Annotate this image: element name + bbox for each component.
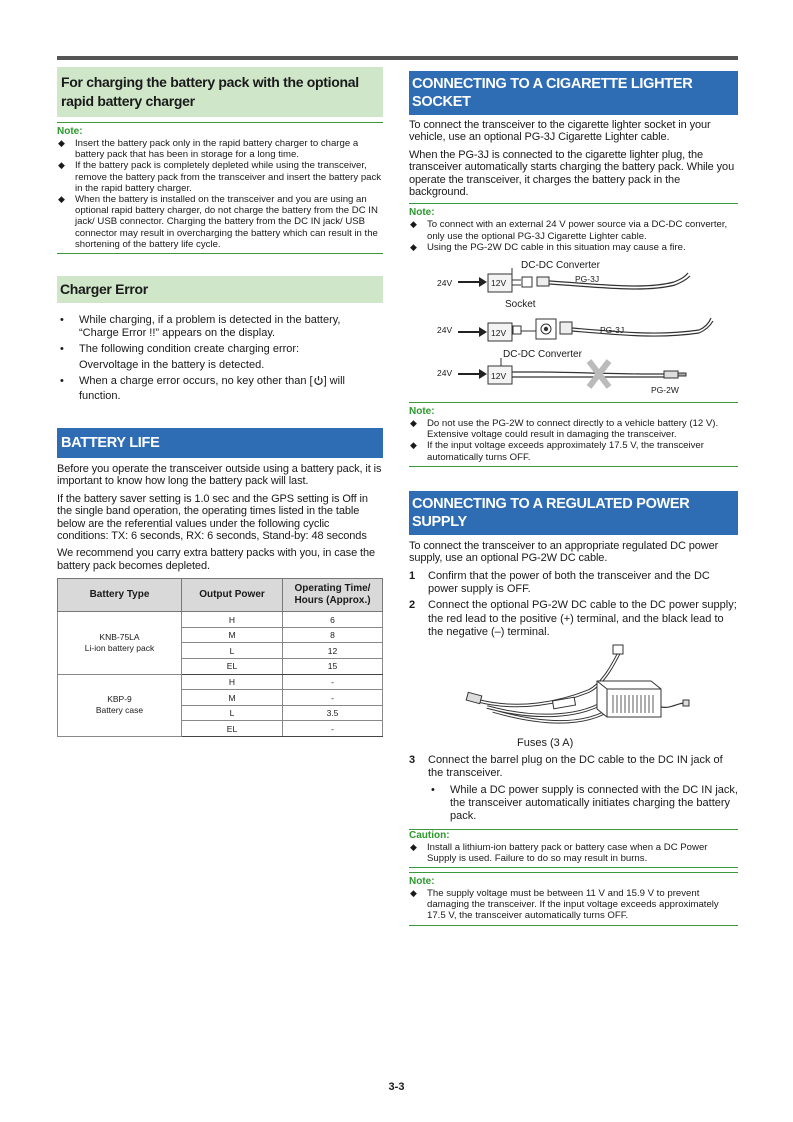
socket-label: Socket xyxy=(505,299,536,311)
bullet-icon: • xyxy=(60,343,64,356)
dc-power-supply-icon xyxy=(597,681,661,717)
rapid-charger-note xyxy=(57,126,383,254)
col-output-power: Output Power xyxy=(182,579,283,612)
regulated-supply-heading: CONNECTING TO A REGULATED POWER SUPPLY xyxy=(409,491,738,535)
battery-type-cell: KNB-75LA Li-ion battery pack xyxy=(58,612,182,674)
table-row: L 12 xyxy=(58,643,383,659)
cigarette-note: Note: ◆ To connect with an external 24 V power source via a DC-DC converter, only use the optional PG-3J Cigarette Lighter cable. ◆ Using the PG-2W DC cable in this situation may cause a fire. xyxy=(409,207,738,256)
note-item: ◆ If the battery pack is completely depleted while using the transceiver, remove the battery pack from the transceiver and insert the battery pack in the rapid battery charger. xyxy=(58,160,382,194)
note-item: ◆ To connect with an external 24 V power source via a DC-DC converter, only use the optional PG-3J Cigarette Lighter cable. xyxy=(410,219,728,242)
bullet-item: • When a charge error occurs, no key other than [ ] will function. xyxy=(57,375,383,403)
col-battery-type: Battery Type xyxy=(58,579,182,612)
caution-item: ◆ Install a lithium-ion battery pack or battery case when a DC Power Supply is used. Failure to do so may result in burns. xyxy=(410,841,708,864)
rule xyxy=(409,402,738,403)
battery-life-heading: BATTERY LIFE xyxy=(57,428,383,458)
battery-type-cell: KBP-9 Battery case xyxy=(58,674,182,736)
bullet-icon: • xyxy=(431,783,435,796)
voltage-label: 12V xyxy=(491,278,507,289)
step: 1 Confirm that the power of both the transceiver and the DC power supply is OFF. xyxy=(409,569,710,596)
left-column xyxy=(57,67,383,737)
dcdc-converter-label: DC-DC Converter xyxy=(521,260,600,272)
note-item: ◆ When the battery is installed on the transceiver and you are using an optional rapid battery charger, do not charge the battery from the DC IN jack/ USB connector. Charging the battery from the DC IN jack/ USB connector may result in overcharging the battery which can result in the shortening of the battery life cycle. xyxy=(58,194,378,250)
voltage-label: 24V xyxy=(437,278,453,289)
top-rule xyxy=(57,56,738,60)
rule xyxy=(409,872,738,873)
diamond-bullet-icon: ◆ xyxy=(410,241,417,252)
page-number: 3-3 xyxy=(388,1081,405,1093)
voltage-label: 24V xyxy=(437,325,453,336)
cigarette-wiring-diagram xyxy=(409,260,738,398)
paragraph: When the PG-3J is connected to the cigarette lighter plug, the transceiver automatically starts charging the battery pack. While you operate the transceiver, it charges the battery pack in the background. xyxy=(409,148,735,199)
col-operating-time: Operating Time/ Hours (Approx.) xyxy=(283,579,383,612)
table-row: EL - xyxy=(58,721,383,737)
paragraph: To connect the transceiver to an appropriate regulated DC power supply, use an optional PG-2W DC cable. xyxy=(409,539,719,565)
caution-label: Caution: xyxy=(409,829,450,841)
note-item: ◆ If the input voltage exceeds approximately 17.5 V, the transceiver automatically turns OFF. xyxy=(410,440,704,463)
pg3j-label: PG-3J xyxy=(575,274,600,285)
rule xyxy=(57,122,383,123)
bullet-item: • While charging, if a problem is detected in the battery, “Charge Error !!” appears on the display. xyxy=(57,314,383,340)
diamond-bullet-icon: ◆ xyxy=(58,194,65,205)
wiring-illustration xyxy=(409,260,738,398)
note-item: ◆ Insert the battery pack only in the rapid battery charger to charge a battery pack that has been in storage for a long time. xyxy=(58,138,359,161)
voltage-label: 24V xyxy=(437,368,453,379)
regulated-note: Note: ◆ The supply voltage must be between 11 V and 15.9 V to prevent damaging the transceiver. If the input voltage exceeds approximately 17.5 V, the transceiver automatically turns OFF. xyxy=(409,876,738,926)
voltage-label: 12V xyxy=(491,328,507,339)
bullet-icon: • xyxy=(60,314,64,327)
paragraph: Before you operate the transceiver outside using a battery pack, it is important to know how long the battery pack will last. xyxy=(57,463,382,488)
table-row: L 3.5 xyxy=(58,705,383,721)
diamond-bullet-icon: ◆ xyxy=(58,138,65,148)
diamond-bullet-icon: ◆ xyxy=(410,841,417,852)
table-row: M - xyxy=(58,690,383,706)
step: 3 Connect the barrel plug on the DC cable to the DC IN jack of the transceiver. xyxy=(409,753,723,780)
note-item: ◆ Do not use the PG-2W to connect directly to a vehicle battery (12 V). Extensive voltage could result in damaging the transceiver. xyxy=(410,418,719,441)
caution-box xyxy=(409,830,738,868)
power-supply-diagram xyxy=(409,643,738,751)
bullet-icon: • xyxy=(60,375,64,388)
table-row: KNB-75LA Li-ion battery pack H 6 xyxy=(58,612,383,628)
right-column xyxy=(409,71,738,926)
power-supply-illustration xyxy=(409,643,738,737)
table-row: EL 15 xyxy=(58,659,383,675)
voltage-label: 12V xyxy=(491,371,507,382)
step: 2 Connect the optional PG-2W DC cable to the DC power supply; the red lead to the positive (+) terminal, and the black lead to the negative (–) terminal. xyxy=(409,599,737,639)
diamond-bullet-icon: ◆ xyxy=(410,418,417,429)
paragraph: If the battery saver setting is 1.0 sec and the GPS setting is Off in the single band operation, the operating times listed in the table below are the referential values under the following cyclic conditions: TX: 6 seconds, RX: 6 seconds, Stand-by: 48 seconds xyxy=(57,492,368,543)
cigarette-heading: CONNECTING TO A CIGARETTE LIGHTER SOCKET xyxy=(409,71,738,115)
note-label: Note: xyxy=(57,126,83,137)
charger-error-heading: Charger Error xyxy=(57,276,383,303)
diamond-bullet-icon: ◆ xyxy=(410,440,417,451)
bullet-item: • The following condition create charging error: xyxy=(57,343,383,356)
diamond-bullet-icon: ◆ xyxy=(58,160,65,171)
table-header-row xyxy=(58,579,383,612)
pg2w-label: PG-2W xyxy=(651,385,679,396)
table-row: KBP-9 Battery case H - xyxy=(58,674,383,690)
paragraph: We recommend you carry extra battery packs with you, in case the battery pack becomes depleted. xyxy=(57,547,376,572)
cigarette-note-2: Note: ◆ Do not use the PG-2W to connect directly to a vehicle battery (12 V). Extensive voltage could result in damaging the transceiver. ◆ If the input voltage exceeds approximately 17.5 V, the transceiver automatically turns OFF. xyxy=(409,406,738,467)
cross-mark-icon xyxy=(589,361,609,387)
fuses-label: Fuses (3 A) xyxy=(517,736,574,749)
note-item: ◆ Using the PG-2W DC cable in this situation may cause a fire. xyxy=(410,241,686,253)
table-row: M 8 xyxy=(58,627,383,643)
battery-life-table xyxy=(57,578,383,737)
bullet-item: • While a DC power supply is connected with the DC IN jack, the transceiver automatically initiates charging the battery pack. xyxy=(409,784,738,823)
bullet-subtext: Overvoltage in the battery is detected. xyxy=(79,359,265,372)
dcdc-converter-label: DC-DC Converter xyxy=(503,349,582,361)
rapid-charger-heading: For charging the battery pack with the optional rapid battery charger xyxy=(57,67,383,117)
power-icon xyxy=(313,375,324,390)
note-item: ◆ The supply voltage must be between 11 V and 15.9 V to prevent damaging the transceiver. If the input voltage exceeds approximately 17.5 V, the transceiver automatically turns OFF. xyxy=(410,887,719,922)
pg3j-label: PG-3J xyxy=(600,325,625,336)
diamond-bullet-icon: ◆ xyxy=(410,887,417,898)
diamond-bullet-icon: ◆ xyxy=(410,219,417,230)
paragraph: To connect the transceiver to the cigarette lighter socket in your vehicle, use an optional PG-3J Cigarette Lighter cable. xyxy=(409,119,711,144)
rule xyxy=(409,203,738,204)
